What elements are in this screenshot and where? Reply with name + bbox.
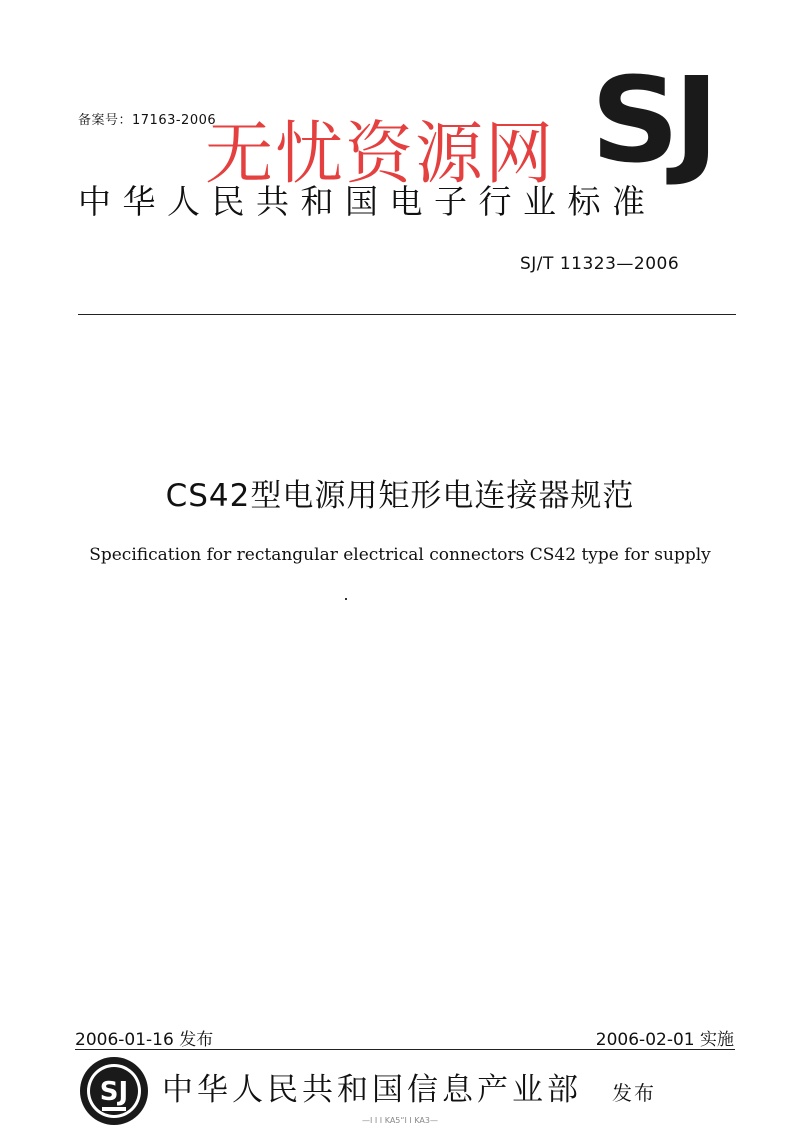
header-divider	[78, 314, 736, 315]
publish-label: 发布	[612, 1081, 656, 1105]
watermark-text: 无忧资源网	[205, 115, 556, 194]
sj-logo: SJ	[590, 51, 714, 189]
speck	[345, 598, 347, 600]
document-title-cn: CS42型电源用矩形电连接器规范	[165, 478, 635, 514]
industry-standard-title: 中华人民共和国电子行业标准	[78, 182, 657, 221]
implementation-date: 2006-02-01 实施	[595, 1030, 734, 1050]
record-number: 备案号：17163-2006	[78, 113, 217, 128]
seal-text: SJ	[99, 1077, 129, 1107]
standard-code: SJ/T 11323—2006	[520, 254, 680, 274]
footer-divider	[75, 1049, 735, 1050]
issue-date: 2006-01-16 发布	[75, 1030, 214, 1050]
issuing-ministry: 中华人民共和国信息产业部	[162, 1072, 582, 1108]
footer-mark: —I I I KA5“I I KA3—	[362, 1116, 438, 1125]
document-title-en: Specification for rectangular electrical connectors CS42 type for supply	[89, 545, 711, 565]
